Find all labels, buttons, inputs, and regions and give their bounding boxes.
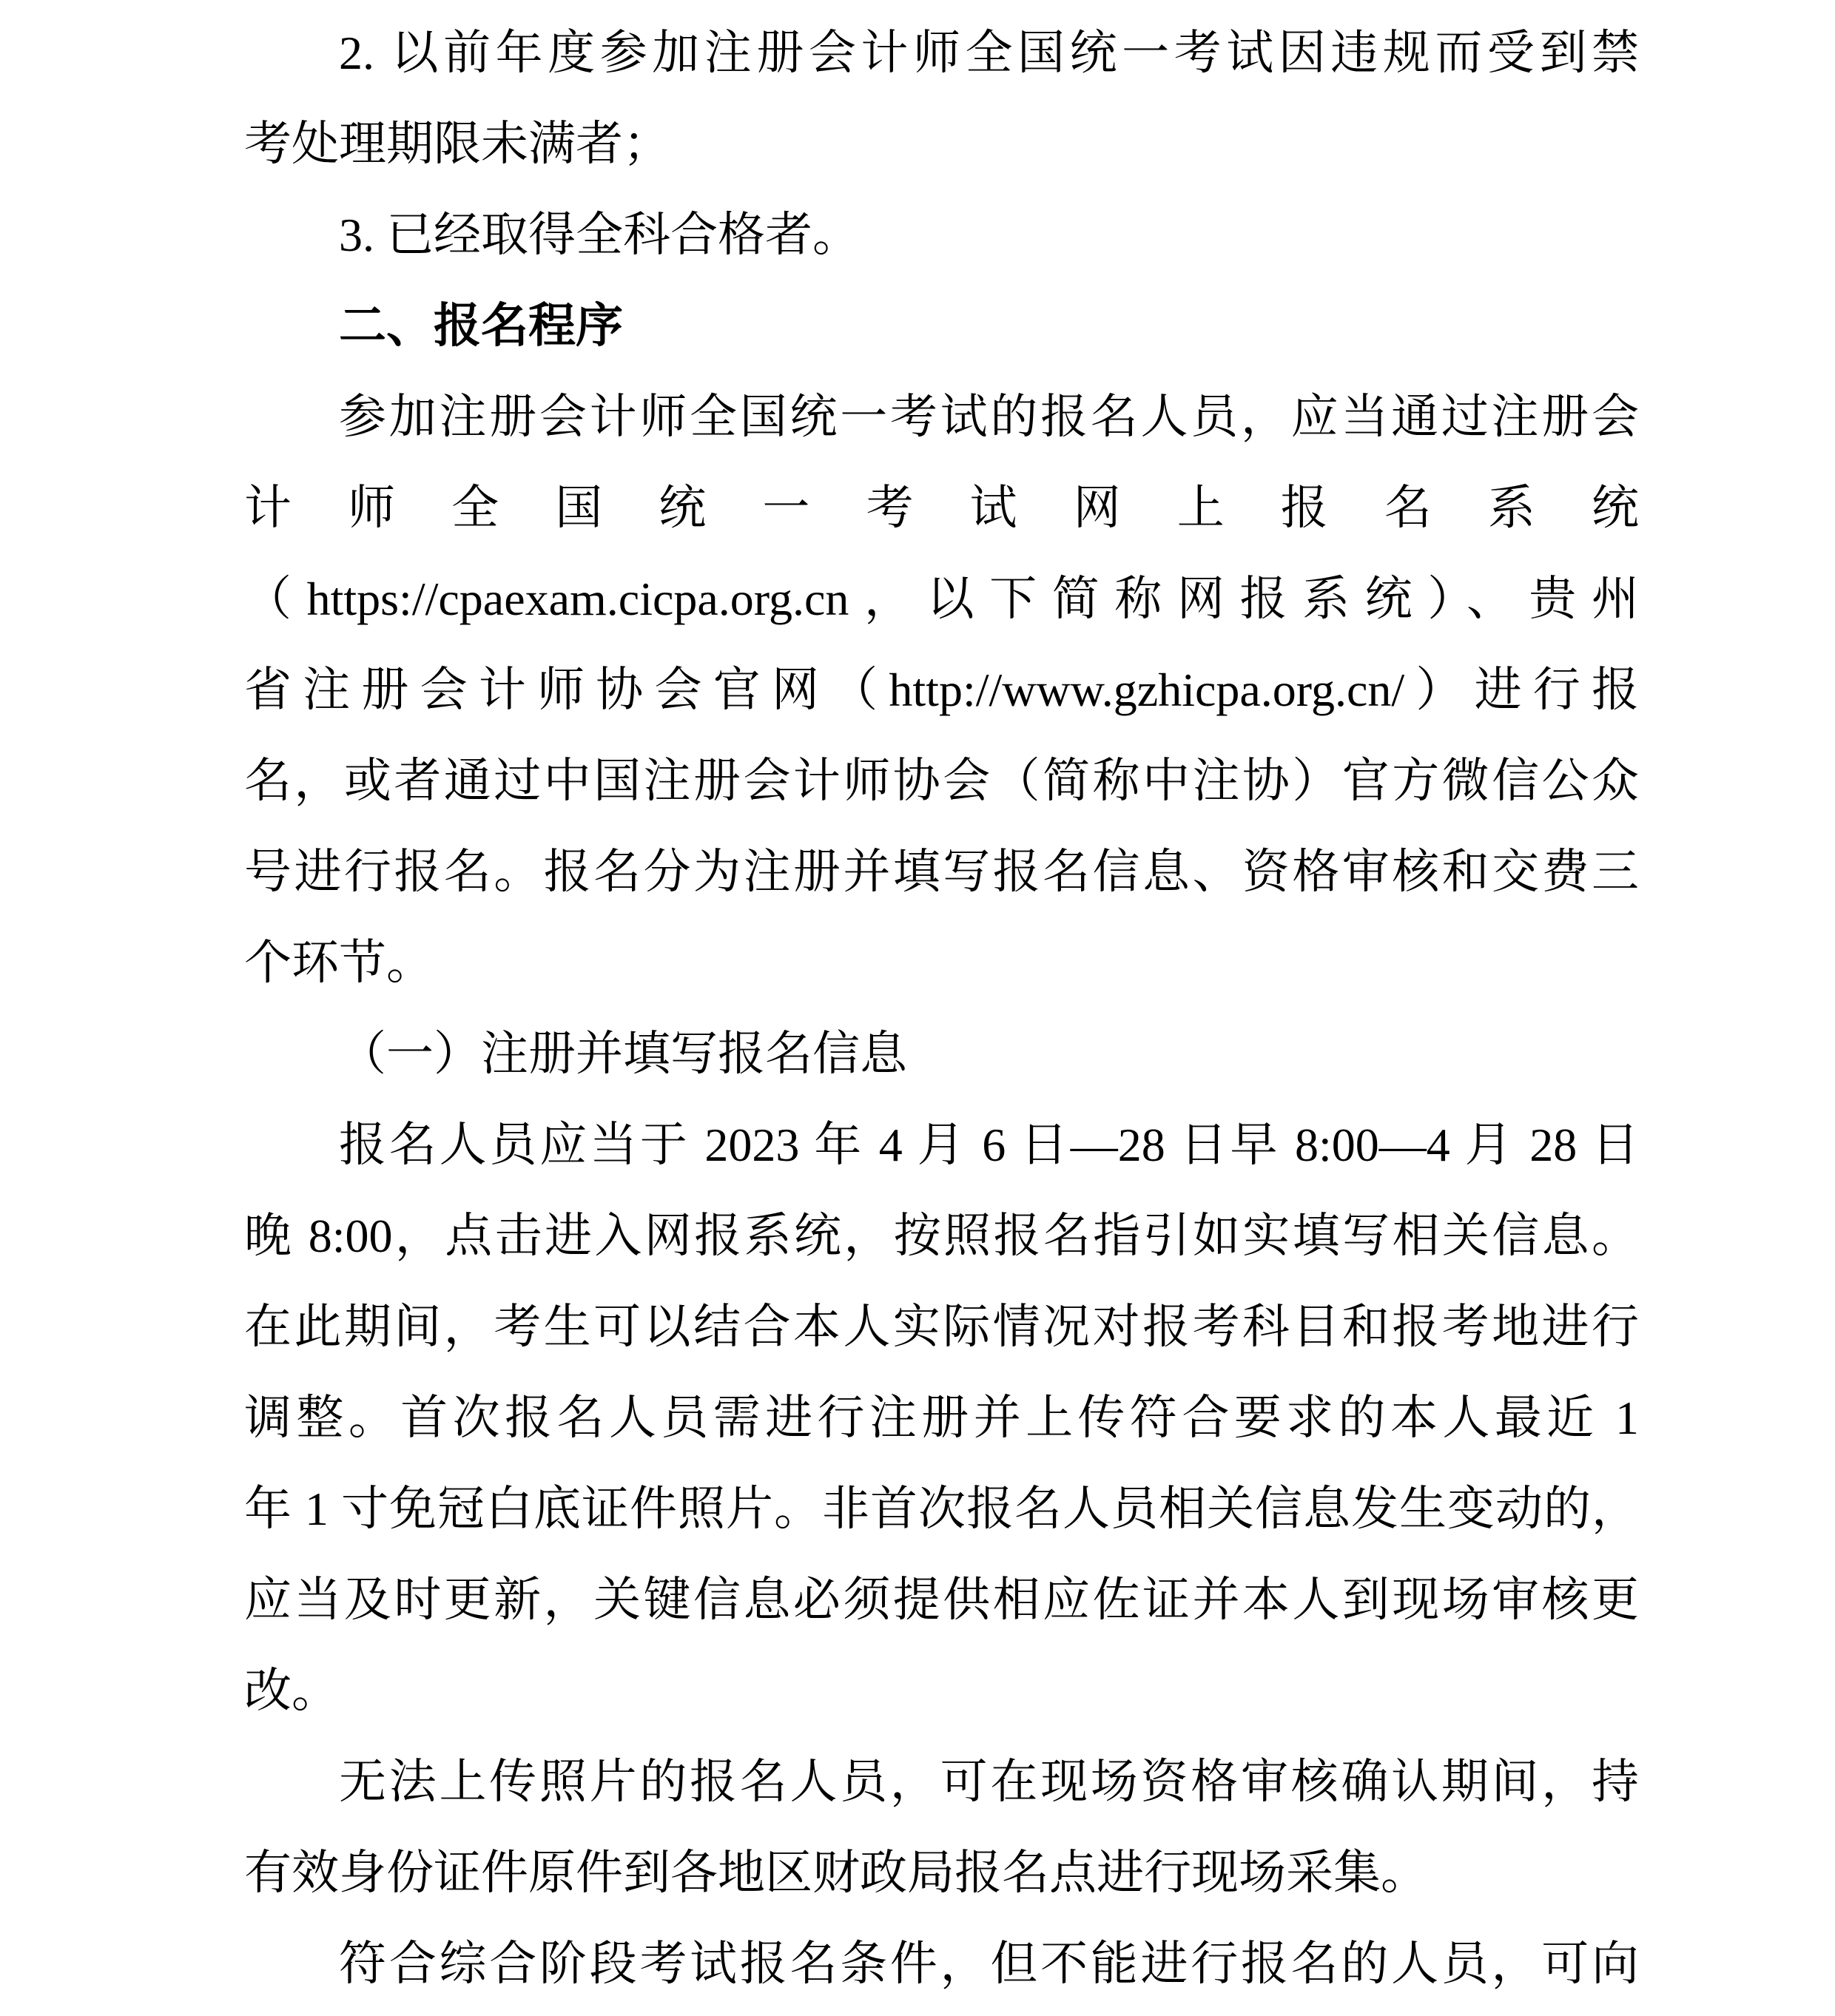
paragraph-registration-line-7: 个环节。 — [244, 937, 434, 989]
list-item-3: 3. 已经取得全科合格者。 — [339, 209, 860, 261]
paragraph-schedule-line-2: 晚 8:00，点击进入网报系统，按照报名指引如实填写相关信息。 — [244, 1210, 1639, 1262]
paragraph-registration-line-5: 名，或者通过中国注册会计师协会（简称中注协）官方微信公众 — [244, 755, 1639, 807]
paragraph-schedule-line-5: 年 1 寸免冠白底证件照片。非首次报名人员相关信息发生变动的， — [244, 1483, 1639, 1535]
paragraph-schedule-line-7: 改。 — [244, 1665, 339, 1717]
paragraph-comprehensive-line-1: 符合综合阶段考试报名条件，但不能进行报名的人员，可向 — [339, 1938, 1639, 1990]
paragraph-schedule-line-3: 在此期间，考生可以结合本人实际情况对报考科目和报考地进行 — [244, 1301, 1639, 1353]
paragraph-registration-line-4: 省注册会计师协会官网（http://www.gzhicpa.org.cn/）进行报 — [244, 664, 1639, 716]
paragraph-registration-line-2: 计师全国统一考试网上报名系统 — [244, 482, 1639, 534]
paragraph-photo-line-2: 有效身份证件原件到各地区财政局报名点进行现场采集。 — [244, 1847, 1428, 1899]
section-heading: 二、报名程序 — [339, 299, 623, 352]
list-item-2-line-1: 2. 以前年度参加注册会计师全国统一考试因违规而受到禁 — [339, 27, 1639, 79]
list-item-2-line-2: 考处理期限未满者； — [244, 118, 670, 170]
paragraph-registration-line-6: 号进行报名。报名分为注册并填写报名信息、资格审核和交费三 — [244, 846, 1639, 898]
subsection-heading: （一）注册并填写报名信息 — [339, 1028, 907, 1080]
paragraph-photo-line-1: 无法上传照片的报名人员，可在现场资格审核确认期间，持 — [339, 1756, 1639, 1808]
paragraph-schedule-line-4: 调整。首次报名人员需进行注册并上传符合要求的本人最近 1 — [244, 1392, 1639, 1444]
paragraph-registration-line-3: （https://cpaexam.cicpa.org.cn，以下简称网报系统）、贵州 — [244, 573, 1639, 625]
paragraph-schedule-line-6: 应当及时更新，关键信息必须提供相应佐证并本人到现场审核更 — [244, 1574, 1639, 1626]
paragraph-registration-line-1: 参加注册会计师全国统一考试的报名人员，应当通过注册会 — [339, 391, 1639, 443]
paragraph-schedule-line-1: 报名人员应当于 2023 年 4 月 6 日—28 日早 8:00—4 月 28 日 — [339, 1119, 1639, 1171]
